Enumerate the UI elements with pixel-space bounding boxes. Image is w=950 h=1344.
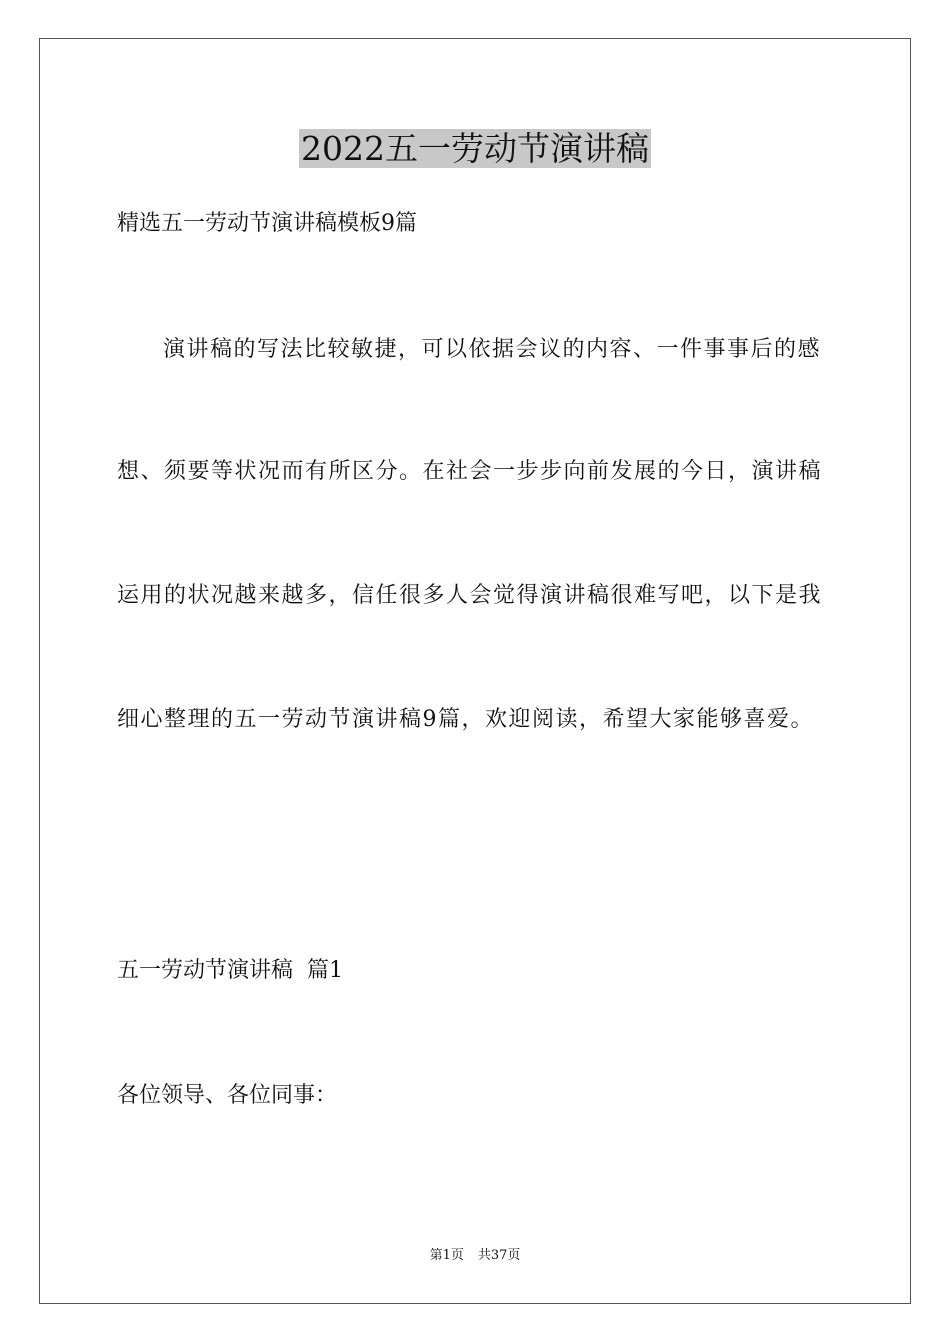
intro-line-3: 运用的状况越来越多，信任很多人会觉得演讲稿很难写吧，以下是我: [117, 583, 823, 608]
section-heading: 五一劳动节演讲稿 篇1: [117, 958, 343, 983]
document-subtitle: 精选五一劳动节演讲稿模板9篇: [117, 211, 417, 236]
page-current: 第1页: [429, 1248, 464, 1263]
intro-line-4: 细心整理的五一劳动节演讲稿9篇，欢迎阅读，希望大家能够喜爱。: [117, 707, 814, 732]
intro-line-1: 演讲稿的写法比较敏捷，可以依据会议的内容、一件事事后的感: [163, 337, 822, 362]
document-title: [0, 126, 950, 172]
page-footer: [0, 1246, 950, 1266]
salutation: 各位领导、各位同事：: [117, 1083, 338, 1108]
page-total: 共37页: [477, 1248, 521, 1263]
document-title-text: 2022五一劳动节演讲稿: [301, 129, 649, 168]
intro-line-2: 想、须要等状况而有所区分。在社会一步步向前发展的今日，演讲稿: [117, 459, 823, 484]
